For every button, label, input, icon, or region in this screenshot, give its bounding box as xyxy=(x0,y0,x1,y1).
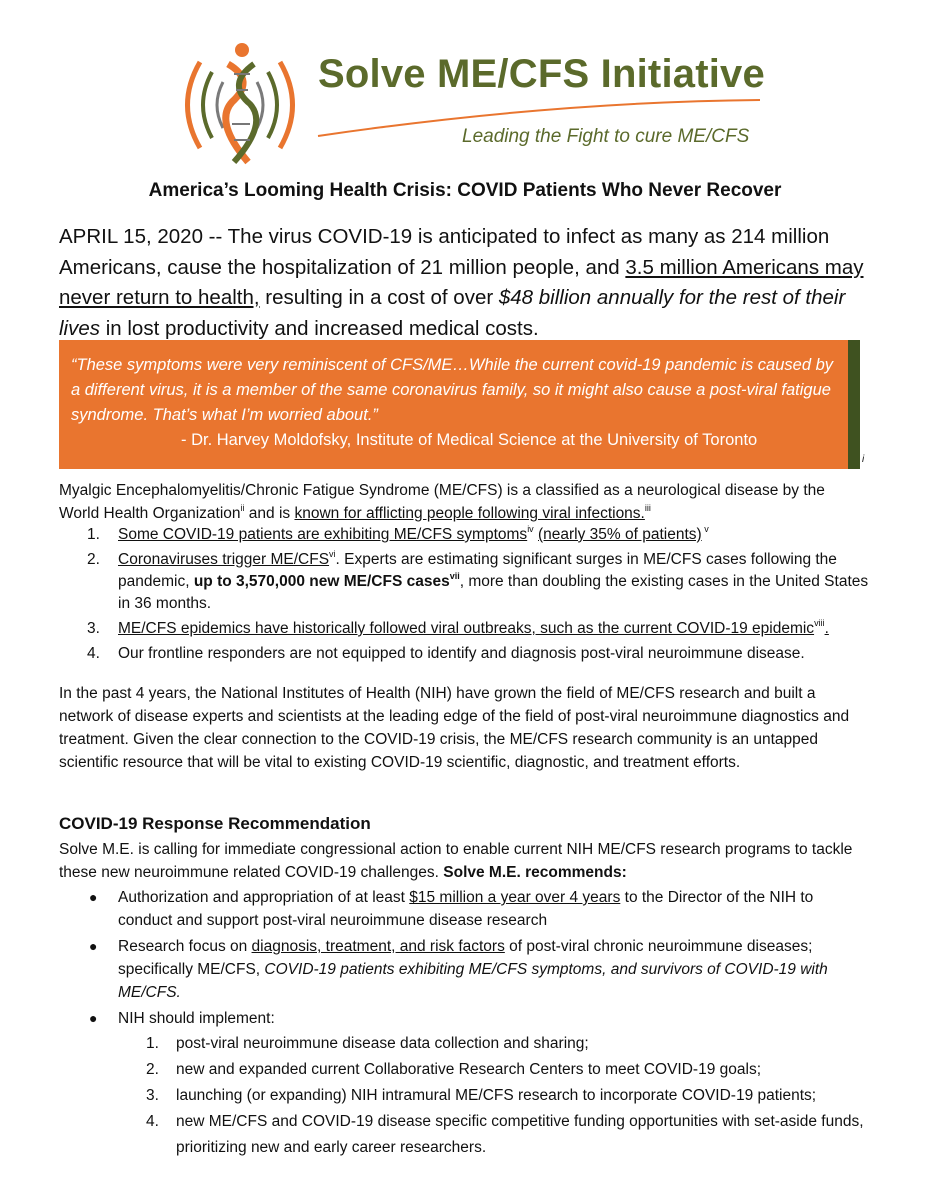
bullet-icon: ● xyxy=(89,889,98,905)
logo-name: Solve ME/CFS Initiative xyxy=(318,52,765,96)
list-number: 3. xyxy=(87,620,100,637)
bullet-text: of post-viral chronic neuroimmune diseases; specifically ME/CFS, xyxy=(118,938,813,978)
list-number: 3. xyxy=(146,1087,159,1104)
fact-underlined: Coronaviruses trigger ME/CFS xyxy=(118,551,330,568)
intro-underlined: known for afflicting people following viral infections. xyxy=(294,505,645,522)
recommendations-list xyxy=(59,886,869,1033)
quote-box xyxy=(59,340,849,469)
list-item xyxy=(59,643,869,665)
fact-text: . xyxy=(824,620,829,637)
fact-underlined: ME/CFS epidemics have historically followed viral outbreaks, such as the current COVID-19 epidemic xyxy=(118,620,815,637)
bullet-text: Research focus on xyxy=(118,938,252,955)
list-number: 1. xyxy=(87,526,100,543)
list-item xyxy=(118,1031,878,1057)
list-number: 4. xyxy=(87,645,100,662)
list-item-text: launching (or expanding) NIH intramural ME/CFS research to incorporate COVID-19 patients; xyxy=(176,1087,817,1104)
bullet-underlined: $15 million a year over 4 years xyxy=(409,889,621,906)
lead-italic: $48 billion annually for the rest of their lives xyxy=(59,286,846,340)
endnote-ref: vii xyxy=(449,570,460,581)
list-item-text: new ME/CFS and COVID-19 disease specific competitive funding opportunities with set-aside funds, prioritizing new and early career researchers. xyxy=(176,1113,864,1156)
section-intro-text: Solve M.E. is calling for immediate congressional action to enable current NIH ME/CFS research programs to tackle these new neuroimmune related COVID-19 challenges. xyxy=(59,841,853,881)
section-heading: COVID-19 Response Recommendation xyxy=(59,814,371,833)
section-intro-bold: Solve M.E. recommends: xyxy=(443,864,627,881)
endnote-ref: ii xyxy=(240,502,245,513)
list-number: 1. xyxy=(146,1035,159,1052)
list-item xyxy=(59,886,869,932)
quote-accent-bar xyxy=(848,340,860,469)
list-item-text: NIH should implement: xyxy=(118,1010,275,1027)
fact-bold: up to 3,570,000 new ME/CFS cases xyxy=(193,573,450,590)
bullet-italic: COVID-19 patients exhibiting ME/CFS symptoms, and survivors of COVID-19 with ME/CFS. xyxy=(118,961,828,1001)
fact-text: . Experts are estimating significant surges in ME/CFS cases following the pandemic, xyxy=(118,551,837,590)
list-item-text: new and expanded current Collaborative Research Centers to meet COVID-19 goals; xyxy=(176,1061,762,1078)
list-item xyxy=(59,1007,869,1030)
implement-list xyxy=(118,1031,878,1161)
list-item xyxy=(118,1057,878,1083)
quote-endnote: i xyxy=(862,454,865,465)
list-number: 2. xyxy=(146,1061,159,1078)
list-item-text: Our frontline responders are not equipped to identify and diagnosis post-viral neuroimmune disease. xyxy=(118,645,805,662)
lead-underlined: 3.5 million Americans may never return to health, xyxy=(59,255,864,309)
intro-text-2: and is xyxy=(244,505,295,522)
bullet-icon: ● xyxy=(89,938,98,954)
list-item-text xyxy=(118,549,869,615)
bullet-underlined: diagnosis, treatment, and risk factors xyxy=(251,938,505,955)
lead-text-3: in lost productivity and increased medical costs. xyxy=(100,316,539,340)
facts-list xyxy=(59,524,869,668)
list-number: 4. xyxy=(146,1113,159,1130)
fact-text: , more than doubling the existing cases in the United States in 36 months. xyxy=(118,573,869,612)
list-item-text xyxy=(118,886,869,932)
lead-text-1: APRIL 15, 2020 -- The virus COVID-19 is anticipated to infect as many as 214 million Americans, cause the hospitalization of 21 million people, and xyxy=(59,225,830,279)
endnote-ref: iv xyxy=(527,523,534,534)
list-item-text xyxy=(118,935,869,1004)
quote-attribution: - Dr. Harvey Moldofsky, Institute of Medical Science at the University of Toronto xyxy=(181,431,758,449)
endnote-ref: vi xyxy=(329,548,336,559)
list-item xyxy=(118,1083,878,1109)
list-item xyxy=(59,618,869,640)
quote-text: “These symptoms were very reminiscent of CFS/ME…While the current covid-19 pandemic is caused by a different virus, it is a member of the same coronavirus family, so it might also cause a post-viral fatigue syndrome. That’s what I’m worried about.” xyxy=(71,356,834,424)
lead-text-2: resulting in a cost of over xyxy=(259,286,499,309)
list-item xyxy=(59,549,869,615)
nih-paragraph: In the past 4 years, the National Institutes of Health (NIH) have grown the field of ME/CFS research and built a network of disease experts and scientists at the leading edge of the field of post-viral neuroimmune diagnostics and treatment. Given the clear connection to the COVID-19 crisis, the ME/CFS research community is an untapped scientific resource that will be vital to existing COVID-19 scientific, diagnostic, and treatment efforts. xyxy=(59,685,850,771)
lead-paragraph xyxy=(59,222,869,344)
endnote-ref: v xyxy=(701,523,709,534)
list-item xyxy=(59,524,869,546)
page-title: America’s Looming Health Crisis: COVID Patients Who Never Recover xyxy=(148,180,782,201)
section-intro xyxy=(59,838,869,884)
endnote-ref: iii xyxy=(644,502,651,513)
fact-underlined: (nearly 35% of patients) xyxy=(538,526,702,543)
intro-text-1: Myalgic Encephalomyelitis/Chronic Fatigue Syndrome (ME/CFS) is a classified as a neurological disease by the World Health Organization xyxy=(59,482,825,522)
fact-underlined: Some COVID-19 patients are exhibiting ME/CFS symptoms xyxy=(118,526,528,543)
bullet-text: Authorization and appropriation of at least xyxy=(118,889,410,906)
list-item-text: post-viral neuroimmune disease data collection and sharing; xyxy=(176,1035,589,1052)
list-item-text xyxy=(118,618,869,640)
bullet-icon: ● xyxy=(89,1010,98,1026)
endnote-ref: viii xyxy=(814,617,825,628)
bullet-text: to the Director of the NIH to conduct and support post-viral neuroimmune disease research xyxy=(118,889,814,929)
logo-tagline: Leading the Fight to cure ME/CFS xyxy=(462,126,750,147)
list-number: 2. xyxy=(87,551,100,568)
intro-paragraph xyxy=(59,479,869,525)
list-item xyxy=(118,1109,878,1161)
list-item-text xyxy=(118,524,869,546)
list-item xyxy=(59,935,869,1004)
